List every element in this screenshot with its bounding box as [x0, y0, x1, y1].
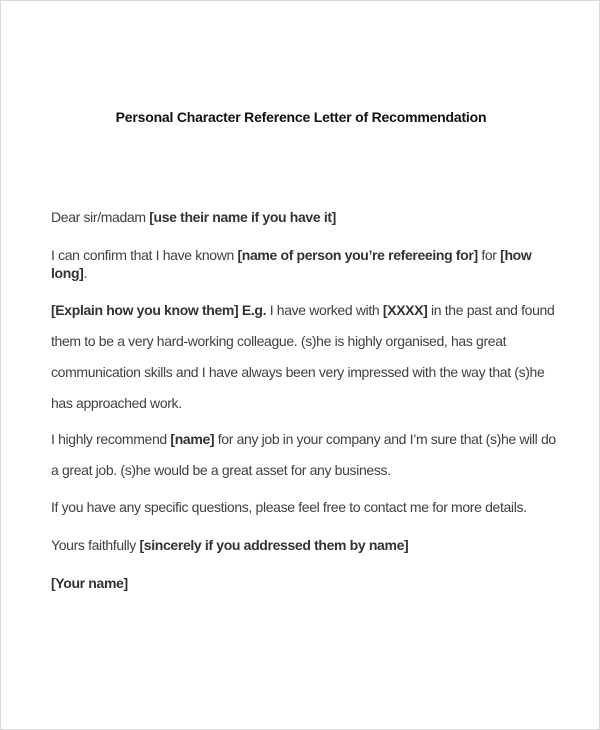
salutation [51, 208, 561, 226]
closing [51, 536, 561, 554]
document-title: Personal Character Reference Letter of Recommendation [115, 109, 487, 125]
recommend-text-1: I highly recommend [51, 431, 171, 447]
paragraph-known [51, 246, 561, 282]
salutation-placeholder: [use their name if you have it] [149, 209, 336, 225]
known-placeholder-person: [name of person you’re refereeing for] [237, 247, 478, 263]
closing-text: Yours faithfully [51, 537, 140, 553]
paragraph-contact [51, 498, 561, 516]
explain-placeholder-xxxx: [XXXX] [382, 302, 428, 318]
letter-body [51, 208, 561, 612]
paragraph-explain [51, 295, 561, 419]
explain-placeholder: [Explain how you know them] E.g. [51, 302, 267, 318]
salutation-text: Dear sir/madam [51, 209, 150, 225]
recommend-placeholder-name: [name] [170, 431, 215, 447]
known-text-2: for [477, 247, 501, 263]
known-text-1: I can confirm that I have known [51, 247, 238, 263]
signature [51, 574, 561, 592]
recommend-text-2: for any job in your company and I’m sure that (s)he will do a great job. (s)he would be a great asset for any business. [51, 431, 556, 478]
paragraph-recommend [51, 424, 561, 486]
contact-text: If you have any specific questions, please feel free to contact me for more details. [51, 499, 527, 515]
explain-text-2: in the past and found them to be a very hard-working colleague. (s)he is highly organised, has great communication skills and I have always been very impressed with the way that (s)he has approached work. [51, 302, 555, 411]
closing-placeholder: [sincerely if you addressed them by name] [139, 537, 409, 553]
known-text-3: . [83, 265, 88, 281]
explain-text-1: I have worked with [266, 302, 383, 318]
known-placeholder-duration: [how long] [51, 247, 532, 281]
signature-placeholder: [Your name] [51, 575, 128, 591]
